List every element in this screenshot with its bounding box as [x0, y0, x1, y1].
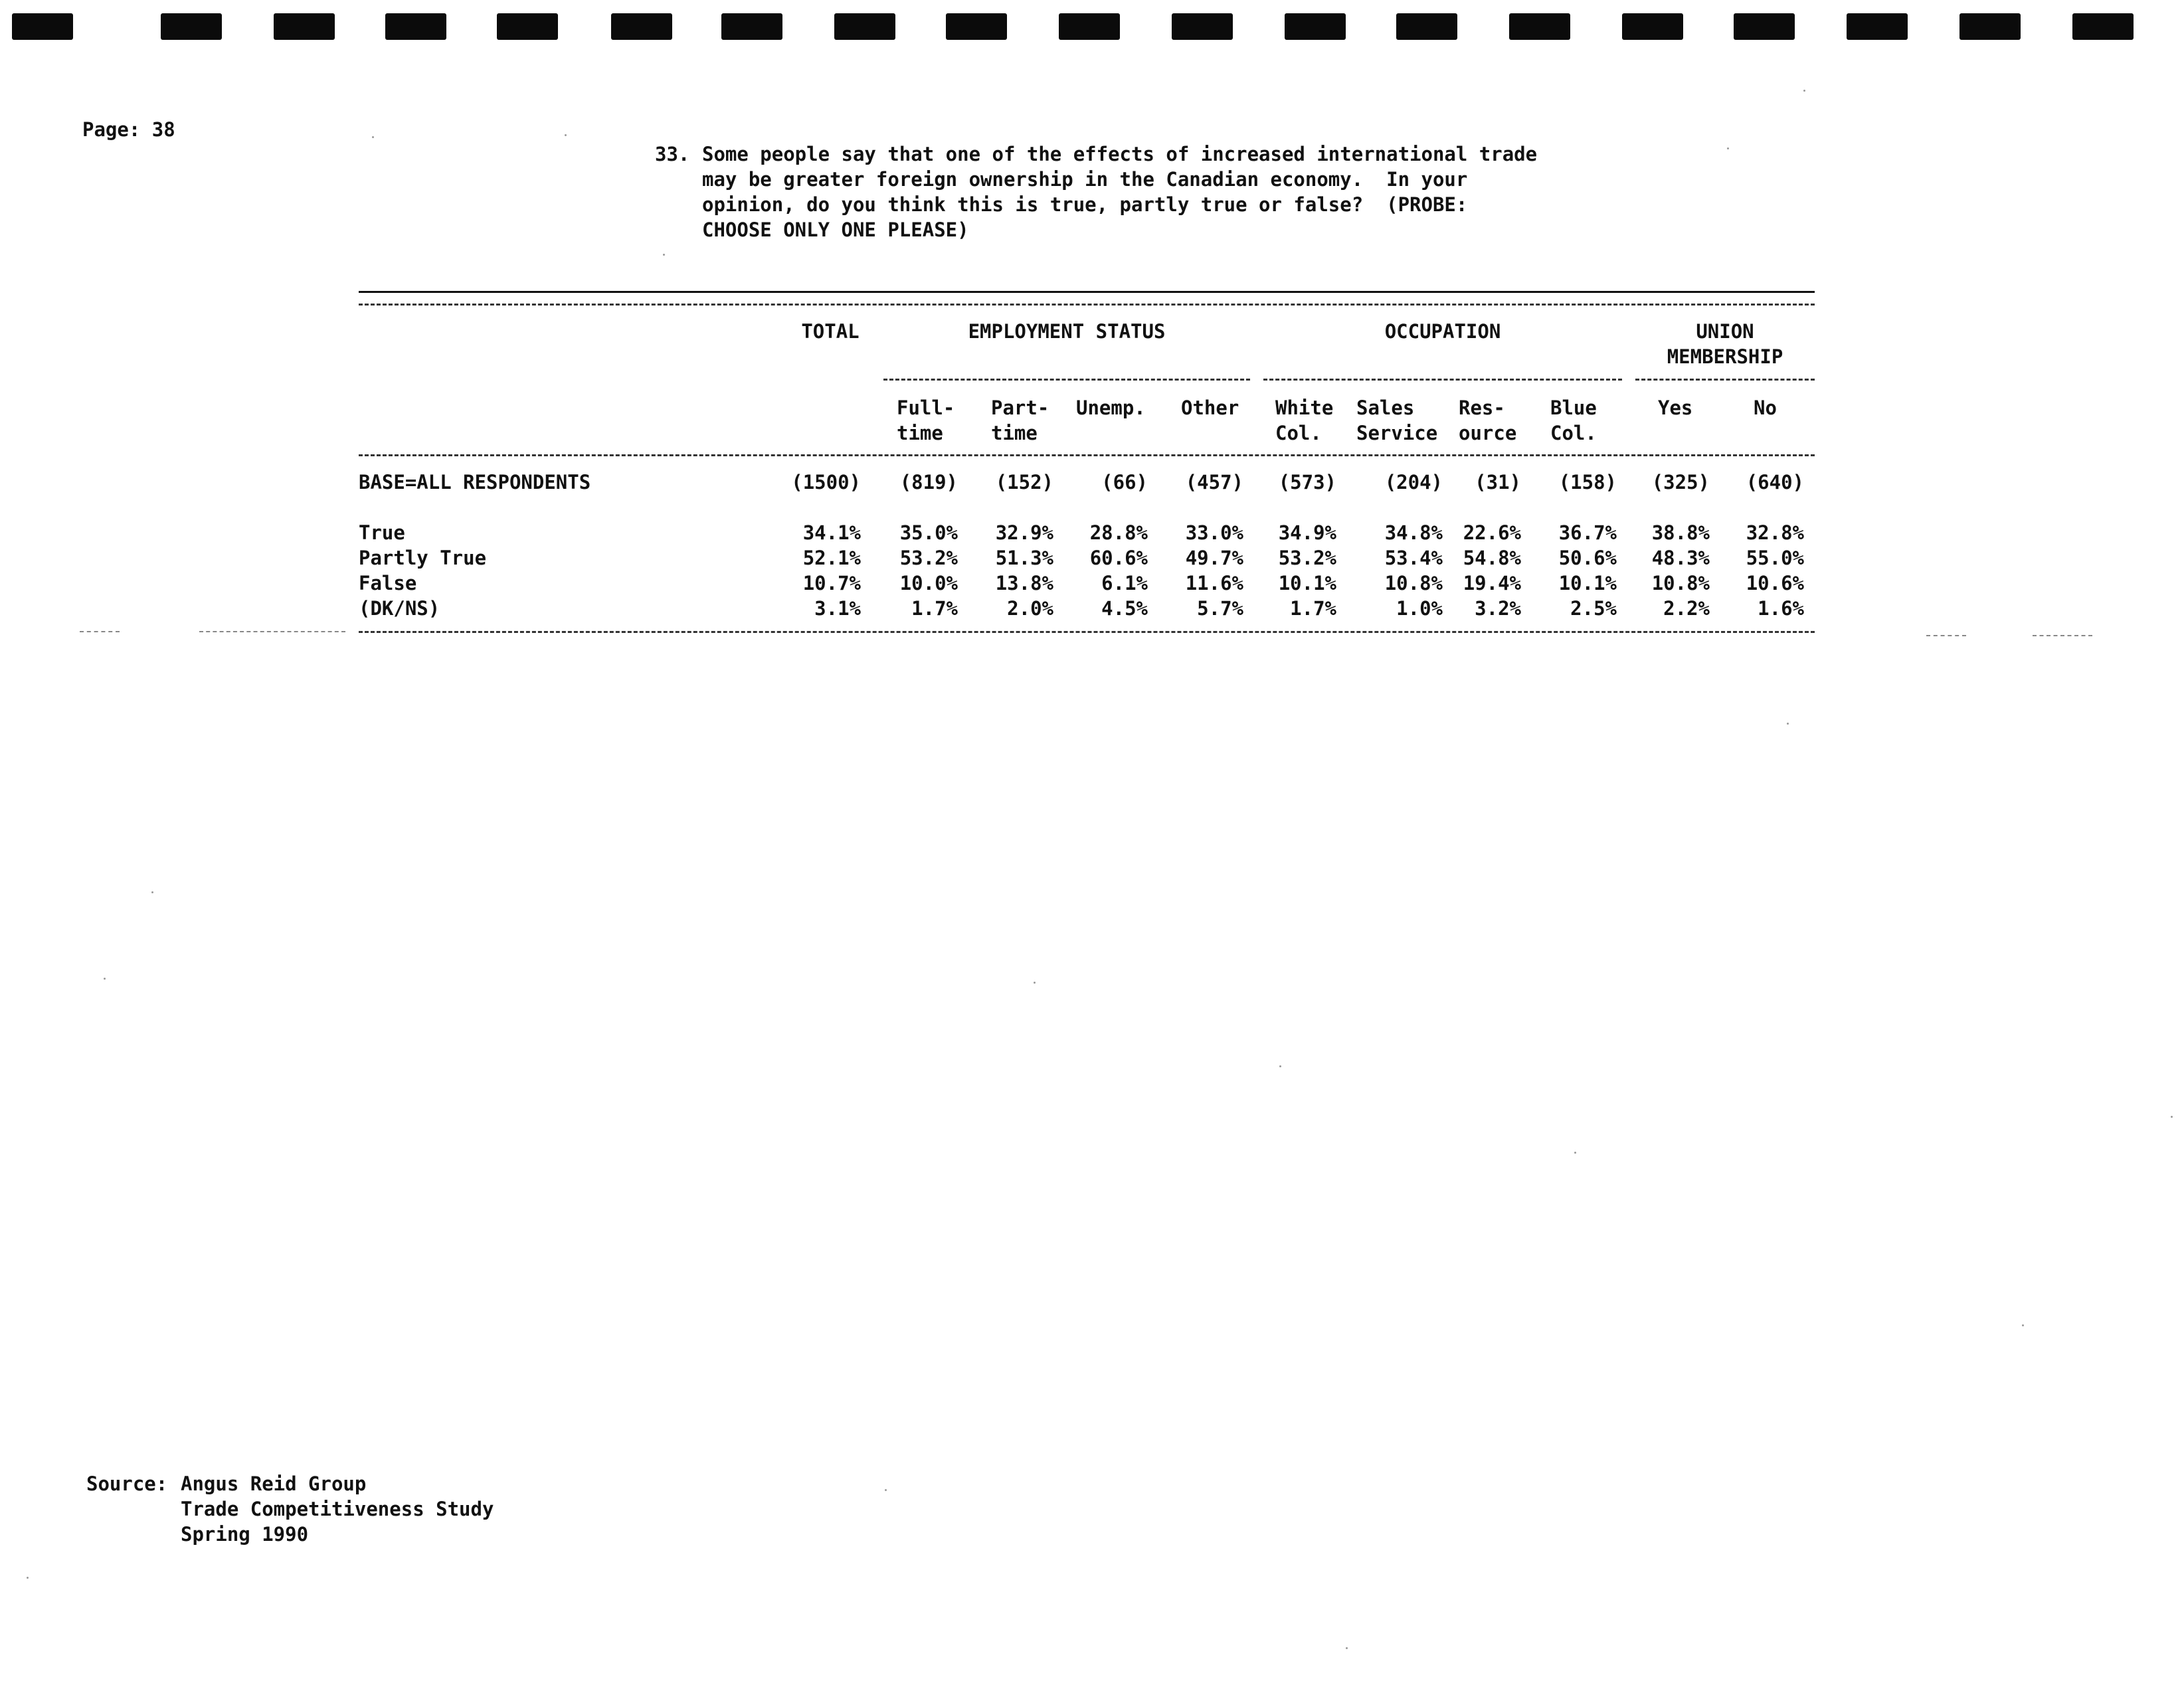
binder-mark	[12, 13, 73, 40]
column-header: Part-	[991, 397, 1049, 419]
column-header: White	[1275, 397, 1334, 419]
source-line: Angus Reid Group	[181, 1472, 367, 1495]
binder-mark	[1172, 13, 1233, 40]
scan-speck	[663, 254, 665, 256]
binder-mark	[721, 13, 782, 40]
scan-speck	[1034, 982, 1036, 984]
binder-mark	[274, 13, 335, 40]
question-text-line: may be greater foreign ownership in the Canadian economy. In your	[702, 168, 1468, 191]
binder-mark	[834, 13, 895, 40]
table-cell: 3.1%	[814, 597, 861, 620]
scan-speck	[151, 891, 153, 893]
source-line: Spring 1990	[181, 1523, 309, 1546]
table-cell: 10.8%	[1651, 572, 1710, 594]
scan-speck	[1727, 147, 1729, 149]
header-union-line2: MEMBERSHIP	[1667, 345, 1783, 368]
source-line: Trade Competitiveness Study	[181, 1498, 494, 1520]
source-label: Source:	[86, 1472, 168, 1495]
scan-speck	[565, 134, 567, 136]
binder-mark	[1847, 13, 1908, 40]
scan-speck	[1346, 1647, 1348, 1649]
base-cell: (573)	[1278, 471, 1336, 493]
question-text-line: opinion, do you think this is true, partly true or false? (PROBE:	[702, 193, 1468, 216]
table-cell: 10.6%	[1746, 572, 1804, 594]
base-label: BASE=ALL RESPONDENTS	[359, 471, 591, 493]
base-cell: (1500)	[791, 471, 861, 493]
binder-mark	[497, 13, 558, 40]
binder-mark	[385, 13, 446, 40]
base-cell: (457)	[1185, 471, 1243, 493]
column-header-bottom-rule	[359, 454, 1815, 456]
column-header: No	[1754, 397, 1777, 419]
table-cell: 1.6%	[1758, 597, 1804, 620]
union-group-rule	[1635, 379, 1815, 381]
scan-speck	[2171, 1116, 2173, 1118]
scan-speck	[1574, 1152, 1576, 1154]
question-number: 33.	[655, 143, 690, 165]
table-cell: 54.8%	[1463, 547, 1521, 569]
table-cell: 38.8%	[1651, 521, 1710, 544]
table-cell: 32.8%	[1746, 521, 1804, 544]
scan-speck	[1787, 723, 1789, 725]
column-header: Col.	[1275, 422, 1322, 444]
base-cell: (158)	[1558, 471, 1617, 493]
binder-mark	[1396, 13, 1457, 40]
table-cell: 60.6%	[1089, 547, 1148, 569]
scan-speck	[104, 978, 106, 980]
table-cell: 10.1%	[1278, 572, 1336, 594]
base-cell: (204)	[1384, 471, 1443, 493]
table-cell: 35.0%	[899, 521, 958, 544]
row-label: True	[359, 521, 405, 544]
table-cell: 48.3%	[1651, 547, 1710, 569]
scan-artifact-line	[1926, 635, 1966, 636]
scan-speck	[372, 136, 374, 138]
binder-mark	[1509, 13, 1570, 40]
table-cell: 34.1%	[802, 521, 861, 544]
table-cell: 53.4%	[1384, 547, 1443, 569]
column-header: Sales	[1356, 397, 1415, 419]
question-text-line: Some people say that one of the effects of increased international trade	[702, 143, 1538, 165]
column-header: ource	[1459, 422, 1517, 444]
scan-artifact-line	[80, 631, 120, 632]
column-header: time	[897, 422, 943, 444]
base-cell: (31)	[1475, 471, 1521, 493]
scan-speck	[27, 1577, 29, 1579]
page-number: Page: 38	[82, 118, 175, 141]
scan-artifact-line	[199, 631, 345, 632]
table-cell: 10.0%	[899, 572, 958, 594]
header-occupation: OCCUPATION	[1384, 320, 1501, 343]
table-cell: 1.7%	[911, 597, 958, 620]
column-header: Yes	[1658, 397, 1693, 419]
table-cell: 52.1%	[802, 547, 861, 569]
table-cell: 32.9%	[995, 521, 1053, 544]
table-cell: 53.2%	[899, 547, 958, 569]
table-cell: 51.3%	[995, 547, 1053, 569]
scan-speck	[885, 1489, 887, 1491]
column-header: Full-	[897, 397, 955, 419]
table-cell: 19.4%	[1463, 572, 1521, 594]
binder-mark	[1959, 13, 2021, 40]
base-cell: (819)	[899, 471, 958, 493]
binder-mark	[2072, 13, 2134, 40]
binder-mark	[1059, 13, 1120, 40]
column-header: time	[991, 422, 1038, 444]
table-cell: 34.9%	[1278, 521, 1336, 544]
binder-mark	[161, 13, 222, 40]
table-cell: 28.8%	[1089, 521, 1148, 544]
binder-strip	[0, 13, 2184, 43]
base-cell: (325)	[1651, 471, 1710, 493]
header-total: TOTAL	[801, 320, 860, 343]
table-cell: 6.1%	[1101, 572, 1148, 594]
question-text-line: CHOOSE ONLY ONE PLEASE)	[702, 219, 969, 241]
table-cell: 2.2%	[1663, 597, 1710, 620]
table-cell: 3.2%	[1475, 597, 1521, 620]
table-top-rule	[359, 291, 1815, 293]
binder-mark	[1622, 13, 1683, 40]
column-header: Col.	[1550, 422, 1597, 444]
employment-group-rule	[883, 379, 1250, 381]
scan-speck	[1803, 90, 1805, 92]
column-header: Unemp.	[1076, 397, 1146, 419]
table-bottom-rule	[359, 631, 1815, 633]
header-union-line1: UNION	[1696, 320, 1754, 343]
table-cell: 10.8%	[1384, 572, 1443, 594]
column-header: Res-	[1459, 397, 1505, 419]
table-header-rule	[359, 304, 1815, 306]
scan-speck	[1279, 1065, 1281, 1067]
header-employment-status: EMPLOYMENT STATUS	[968, 320, 1166, 343]
base-cell: (152)	[995, 471, 1053, 493]
table-cell: 10.1%	[1558, 572, 1617, 594]
row-label: (DK/NS)	[359, 597, 440, 620]
binder-mark	[611, 13, 672, 40]
column-header: Blue	[1550, 397, 1597, 419]
table-cell: 36.7%	[1558, 521, 1617, 544]
binder-mark	[1734, 13, 1795, 40]
table-cell: 22.6%	[1463, 521, 1521, 544]
scan-artifact-line	[2033, 635, 2092, 636]
column-header: Other	[1181, 397, 1239, 419]
table-cell: 50.6%	[1558, 547, 1617, 569]
row-label: Partly True	[359, 547, 487, 569]
table-cell: 13.8%	[995, 572, 1053, 594]
table-cell: 49.7%	[1185, 547, 1243, 569]
table-cell: 1.0%	[1396, 597, 1443, 620]
table-cell: 34.8%	[1384, 521, 1443, 544]
table-cell: 2.5%	[1570, 597, 1617, 620]
table-cell: 5.7%	[1197, 597, 1243, 620]
occupation-group-rule	[1263, 379, 1622, 381]
binder-mark	[946, 13, 1007, 40]
table-cell: 53.2%	[1278, 547, 1336, 569]
base-cell: (66)	[1101, 471, 1148, 493]
base-cell: (640)	[1746, 471, 1804, 493]
table-cell: 33.0%	[1185, 521, 1243, 544]
table-cell: 1.7%	[1290, 597, 1336, 620]
binder-mark	[1285, 13, 1346, 40]
table-cell: 10.7%	[802, 572, 861, 594]
table-cell: 2.0%	[1007, 597, 1053, 620]
row-label: False	[359, 572, 417, 594]
column-header: Service	[1356, 422, 1438, 444]
table-cell: 4.5%	[1101, 597, 1148, 620]
table-cell: 11.6%	[1185, 572, 1243, 594]
table-cell: 55.0%	[1746, 547, 1804, 569]
scan-speck	[2022, 1324, 2024, 1326]
